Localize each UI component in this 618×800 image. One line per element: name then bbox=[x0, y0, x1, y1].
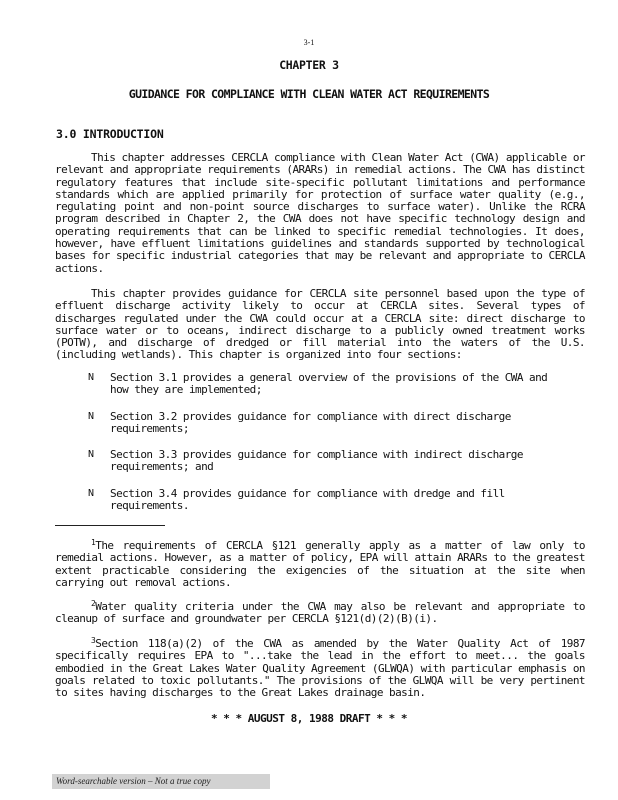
footnote-number: 3 bbox=[91, 636, 96, 645]
watermark-banner: Word-searchable version – Not a true copy bbox=[52, 774, 270, 789]
section-list bbox=[88, 372, 558, 526]
list-item bbox=[88, 449, 558, 474]
list-item bbox=[88, 411, 558, 436]
draft-notice: * * * AUGUST 8, 1988 DRAFT * * * bbox=[211, 712, 407, 725]
footnote-text: Section 118(a)(2) of the CWA as amended by the Water Quality Act of 1987 specifically requires EPA to "...take the lead in the effort to meet... the goals embodied in the Great Lakes Water Quality Agreement (GLWQA) with particular emphasis on goals related to toxic pollutants." The provisions of the GLWQA will be very pertinent to sites having discharges to the Great Lakes drainage basin. bbox=[55, 637, 585, 700]
chapter-title: GUIDANCE FOR COMPLIANCE WITH CLEAN WATER ACT REQUIREMENTS bbox=[128, 87, 490, 101]
footnote-2 bbox=[55, 601, 585, 626]
bullet-mark: N bbox=[88, 372, 94, 383]
footnote-1 bbox=[55, 540, 585, 589]
list-item-text: Section 3.2 provides guidance for compliance with direct discharge requirements; bbox=[110, 409, 511, 435]
chapter-label: CHAPTER 3 bbox=[279, 58, 339, 72]
intro-paragraph-2 bbox=[55, 288, 585, 362]
footnote-text: Water quality criteria under the CWA may also be relevant and appropriate to cleanup of surface and groundwater per CERCLA §121(d)(2)(B)(i). bbox=[55, 600, 585, 626]
paragraph-2-text: This chapter provides guidance for CERCLA site personnel based upon the type of effluent discharge activity likely to occur at CERCLA sites. Several types of discharges regulated under the CWA could occur at a CERCLA site: direct discharge to surface water or to oceans, indirect discharge to a publicly owned treatment works (POTW), and discharge of dredged or fill material into the waters of the U.S. (including wetlands). This chapter is organized into four sections: bbox=[55, 287, 585, 362]
footnote-number: 1 bbox=[91, 538, 96, 547]
page-number: 3-1 bbox=[303, 38, 315, 47]
footnote-text: The requirements of CERCLA §121 generally apply as a matter of law only to remedial actions. However, as a matter of policy, EPA will attain ARARs to the greatest extent practicable considering the exigencies of the situation at the site when carrying out removal actions. bbox=[55, 539, 585, 589]
list-item-text: Section 3.4 provides guidance for compliance with dredge and fill requirements. bbox=[110, 486, 505, 513]
footnote-number: 2 bbox=[91, 599, 96, 608]
list-item bbox=[88, 488, 558, 513]
list-item bbox=[88, 372, 558, 397]
list-item-text: Section 3.1 provides a general overview of the provisions of the CWA and how they are implemented; bbox=[110, 371, 548, 397]
section-heading: 3.0 INTRODUCTION bbox=[56, 127, 164, 141]
bullet-mark: N bbox=[88, 487, 94, 499]
footnote-divider bbox=[55, 525, 165, 526]
list-item-text: Section 3.3 provides guidance for compliance with indirect discharge requirements; and bbox=[110, 448, 523, 474]
paragraph-1-text: This chapter addresses CERCLA compliance with Clean Water Act (CWA) applicable or relevant and appropriate requirements (ARARs) in remedial actions. The CWA has distinct regulatory features that include site-specific pollutant limitations and performance standards which are applied primarily for protection of surface water quality (e.g., regulating point and non-point source discharges to surface water). Unlike the RCRA program described in Chapter 2, the CWA does not have specific technology design and operating requirements that can be linked to specific remedial technologies. It does, however, have effluent limitations guidelines and standards supported by technological bases for specific industrial categories that may be relevant and appropriate to CERCLA actions. bbox=[55, 151, 585, 275]
footnote-3 bbox=[55, 638, 585, 699]
bullet-mark: N bbox=[88, 449, 94, 461]
intro-paragraph-1 bbox=[55, 152, 585, 275]
bullet-mark: N bbox=[88, 410, 94, 422]
